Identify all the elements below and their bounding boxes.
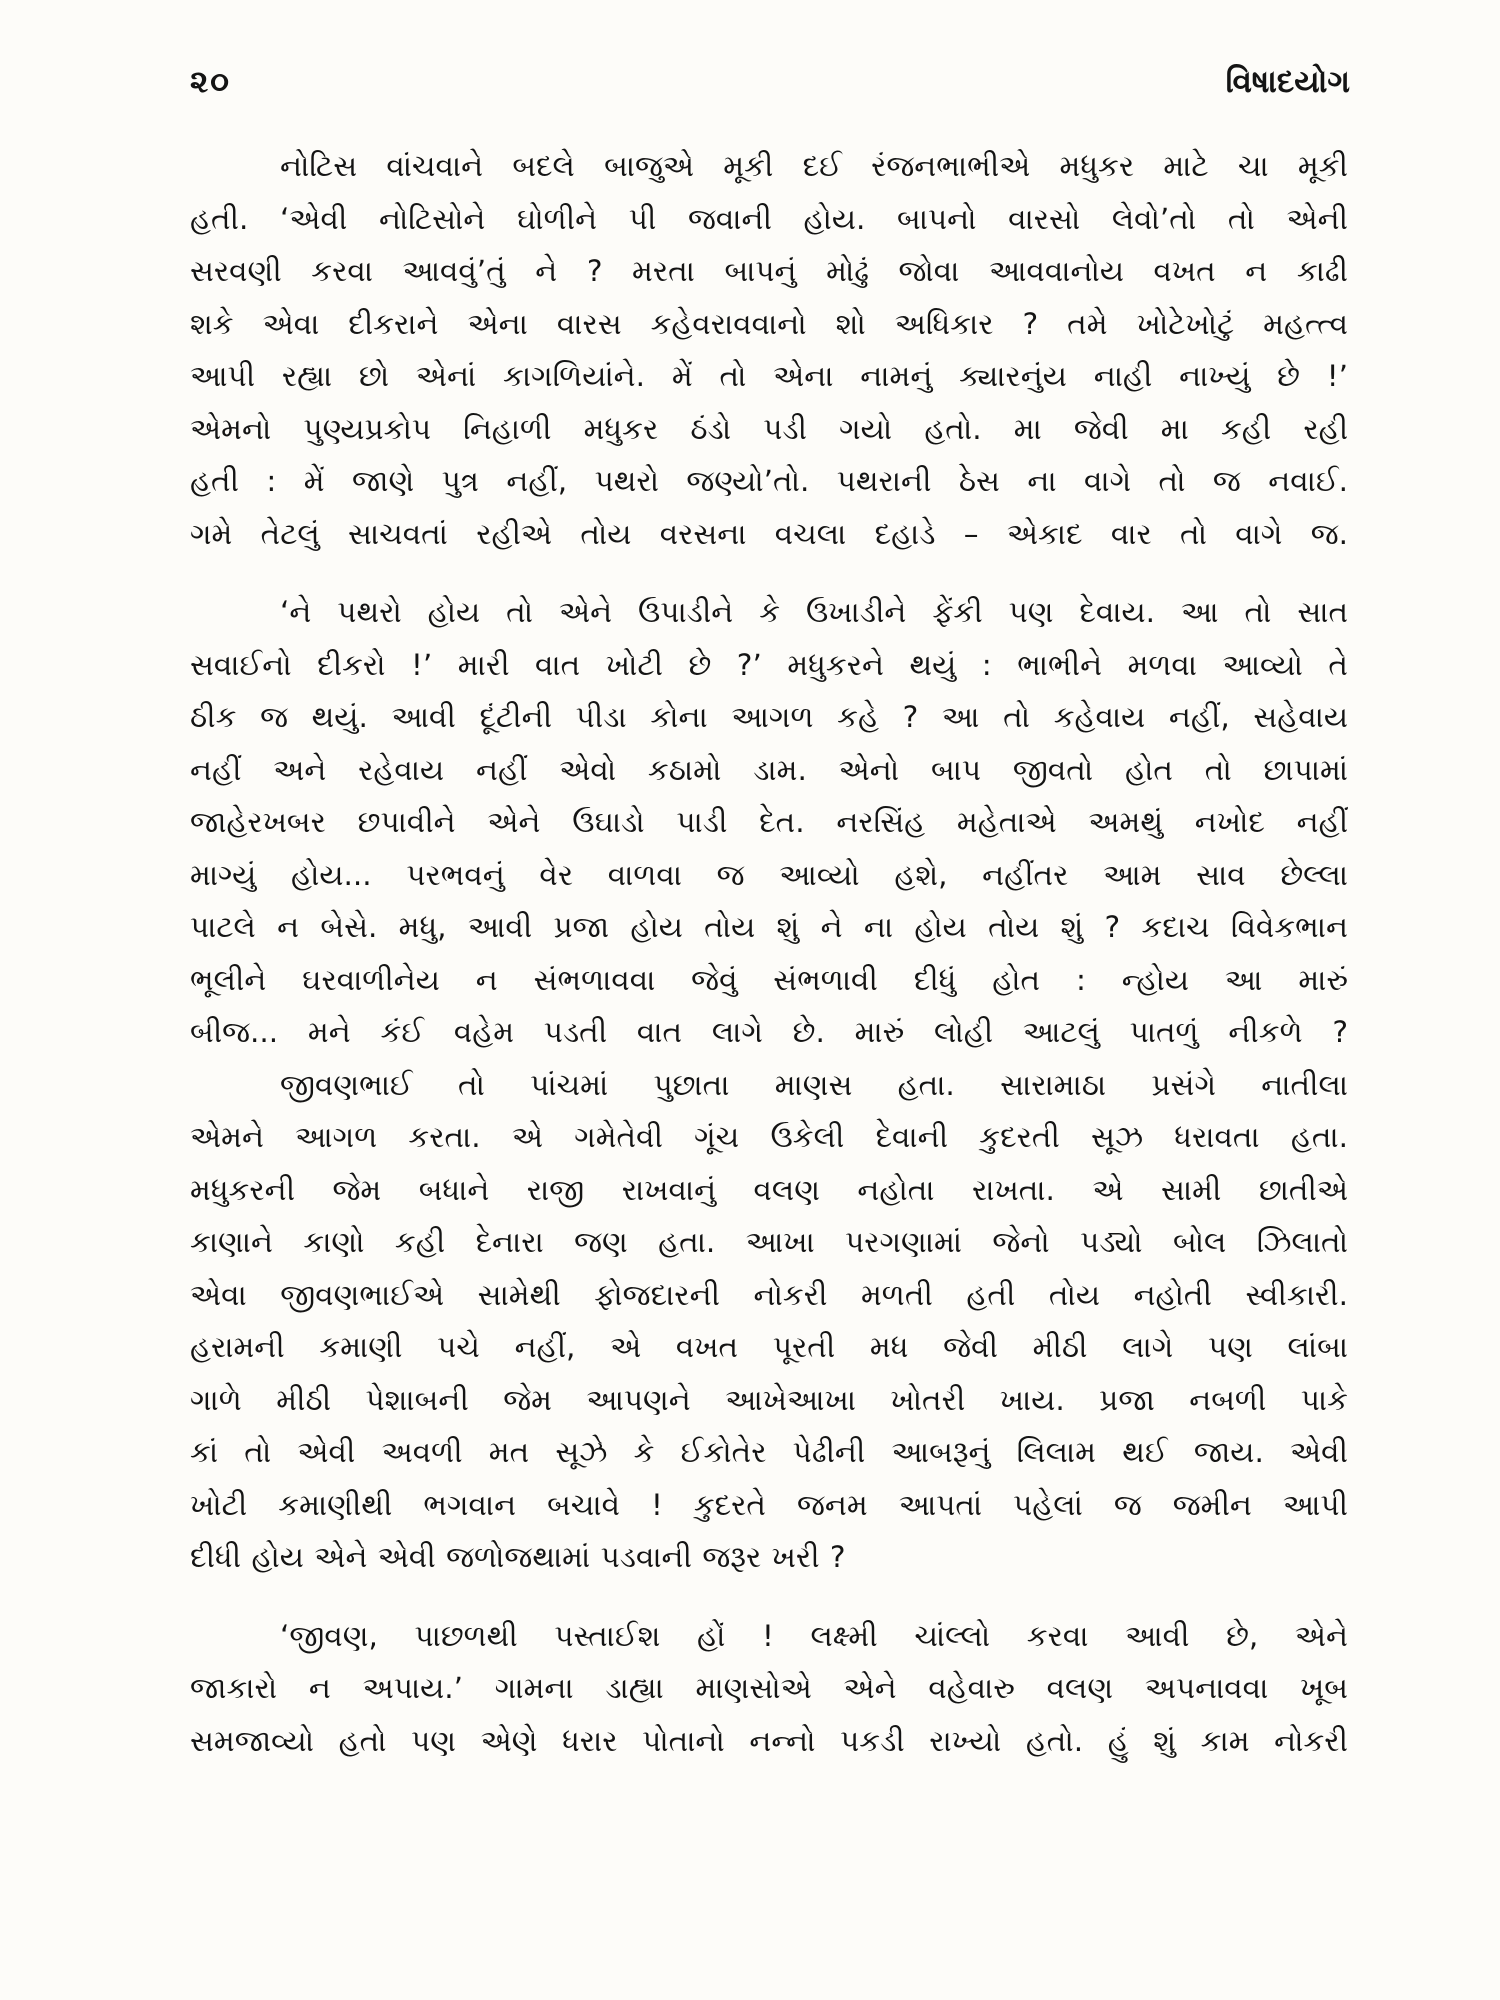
paragraph-1 [190,140,1348,560]
text-line: ભૂલીને ઘરવાળીનેય ન સંભળાવવા જેવું સંભળાવી દીધું હોત : ન્હોય આ મારું [190,962,1348,997]
text-line: પાટલે ન બેસે. મધુ, આવી પ્રજા હોય તોય શું ને ના હોય તોય શું ? કદાચ વિવેકભાન [190,910,1348,944]
text-line: ગમે તેટલું સાચવતાં રહીએ તોય વરસના વચલા દહાડે – એકાદ વાર તો વાગે જ. [190,516,1348,551]
text-line: જાકારો ન અપાય.’ ગામના ડાહ્યા માણસોએ એને વહેવારુ વલણ અપનાવવા ખૂબ [190,1671,1348,1705]
text-line: ‘ને પથરો હોય તો એને ઉપાડીને કે ઉખાડીને ફેંકી પણ દેવાય. આ તો સાત [280,595,1348,629]
text-line: એવા જીવણભાઈએ સામેથી ફોજદારની નોકરી મળતી હતી તોય નહોતી સ્વીકારી. [190,1277,1348,1312]
text-line: નહીં અને રહેવાય નહીં એવો કઠામો ડામ. એનો બાપ જીવતો હોત તો છાપામાં [190,752,1348,787]
text-line: ‘જીવણ, પાછળથી પસ્તાઈશ હોં ! લક્ષ્મી ચાંલ્લો કરવા આવી છે, એને [280,1618,1348,1653]
text-line: એમને આગળ કરતા. એ ગમેતેવી ગૂંચ ઉકેલી દેવાની કુદરતી સૂઝ ધરાવતા હતા. [190,1120,1348,1154]
text-line: હરામની કમાણી પચે નહીં, એ વખત પૂરતી મધ જેવી મીઠી લાગે પણ લાંબા [190,1330,1348,1364]
text-line: ઠીક જ થયું. આવી દૂંટીની પીડા કોના આગળ કહે ? આ તો કહેવાય નહીં, સહેવાય [190,700,1348,734]
paragraph-4 [190,1610,1348,1768]
text-line: સરવણી કરવા આવવું’તું ને ? મરતા બાપનું મોઢું જોવા આવવાનોય વખત ન કાઢી [190,254,1348,288]
text-line: બીજ... મને કંઈ વહેમ પડતી વાત લાગે છે. મારું લોહી આટલું પાતળું નીકળે ? [190,1015,1348,1049]
text-line: માગ્યું હોય... પરભવનું વેર વાળવા જ આવ્યો હશે, નહીંતર આમ સાવ છેલ્લા [190,857,1348,892]
running-title: વિષાદયોગ [1225,63,1350,100]
body-text [190,140,1348,1767]
text-line: દીધી હોય એને એવી જળોજથામાં પડવાની જરૂર ખરી ? [190,1540,846,1574]
text-line: મધુકરની જેમ બધાને રાજી રાખવાનું વલણ નહોતા રાખતા. એ સામી છાતીએ [190,1172,1348,1207]
text-line: ગાળે મીઠી પેશાબની જેમ આપણને આખેઆખા ખોતરી ખાય. પ્રજા નબળી પાકે [190,1382,1348,1417]
page-number: ૨૦ [190,63,231,100]
text-line: જાહેરખબર છપાવીને એને ઉઘાડો પાડી દેત. નરસિંહ મહેતાએ અમથું નખોદ નહીં [190,805,1348,839]
paragraph-3 [190,1059,1348,1584]
text-line: શકે એવા દીકરાને એના વારસ કહેવરાવવાનો શો અધિકાર ? તમે ખોટેખોટું મહત્ત્વ [190,306,1348,341]
paragraph-2 [190,586,1348,1059]
text-line: હતી. ‘એવી નોટિસોને ઘોળીને પી જવાની હોય. બાપનો વારસો લેવો’તો તો એની [190,201,1348,236]
text-line: કાણાને કાણો કહી દેનારા જણ હતા. આખા પરગણામાં જેનો પડ્યો બોલ ઝિલાતો [190,1225,1348,1259]
text-line: એમનો પુણ્યપ્રકોપ નિહાળી મધુકર ઠંડો પડી ગયો હતો. મા જેવી મા કહી રહી [190,411,1348,446]
text-line: આપી રહ્યા છો એનાં કાગળિયાંને. મેં તો એના નામનું ક્યારનુંય નાહી નાખ્યું છે !’ [190,359,1348,393]
text-line: ખોટી કમાણીથી ભગવાન બચાવે ! કુદરતે જનમ આપતાં પહેલાં જ જમીન આપી [190,1487,1348,1522]
text-line: સમજાવ્યો હતો પણ એણે ધરાર પોતાનો નન્નો પકડી રાખ્યો હતો. હું શું કામ નોકરી [190,1723,1348,1758]
text-line: હતી : મેં જાણે પુત્ર નહીં, પથરો જણ્યો’તો. પથરાની ઠેસ ના વાગે તો જ નવાઈ. [190,464,1348,498]
text-line: સવાઈનો દીકરો !’ મારી વાત ખોટી છે ?’ મધુકરને થયું : ભાભીને મળવા આવ્યો તે [190,647,1348,682]
paragraph-gap [190,560,1348,586]
page-header [190,52,1350,112]
text-line: કાં તો એવી અવળી મત સૂઝે કે ઈકોતેર પેઢીની આબરૂનું લિલામ થઈ જાય. એવી [190,1435,1348,1469]
paragraph-gap [190,1584,1348,1610]
text-line: જીવણભાઈ તો પાંચમાં પુછાતા માણસ હતા. સારામાઠા પ્રસંગે નાતીલા [280,1067,1348,1102]
text-line: નોટિસ વાંચવાને બદલે બાજુએ મૂકી દઈ રંજનભાભીએ મધુકર માટે ચા મૂકી [280,149,1348,183]
